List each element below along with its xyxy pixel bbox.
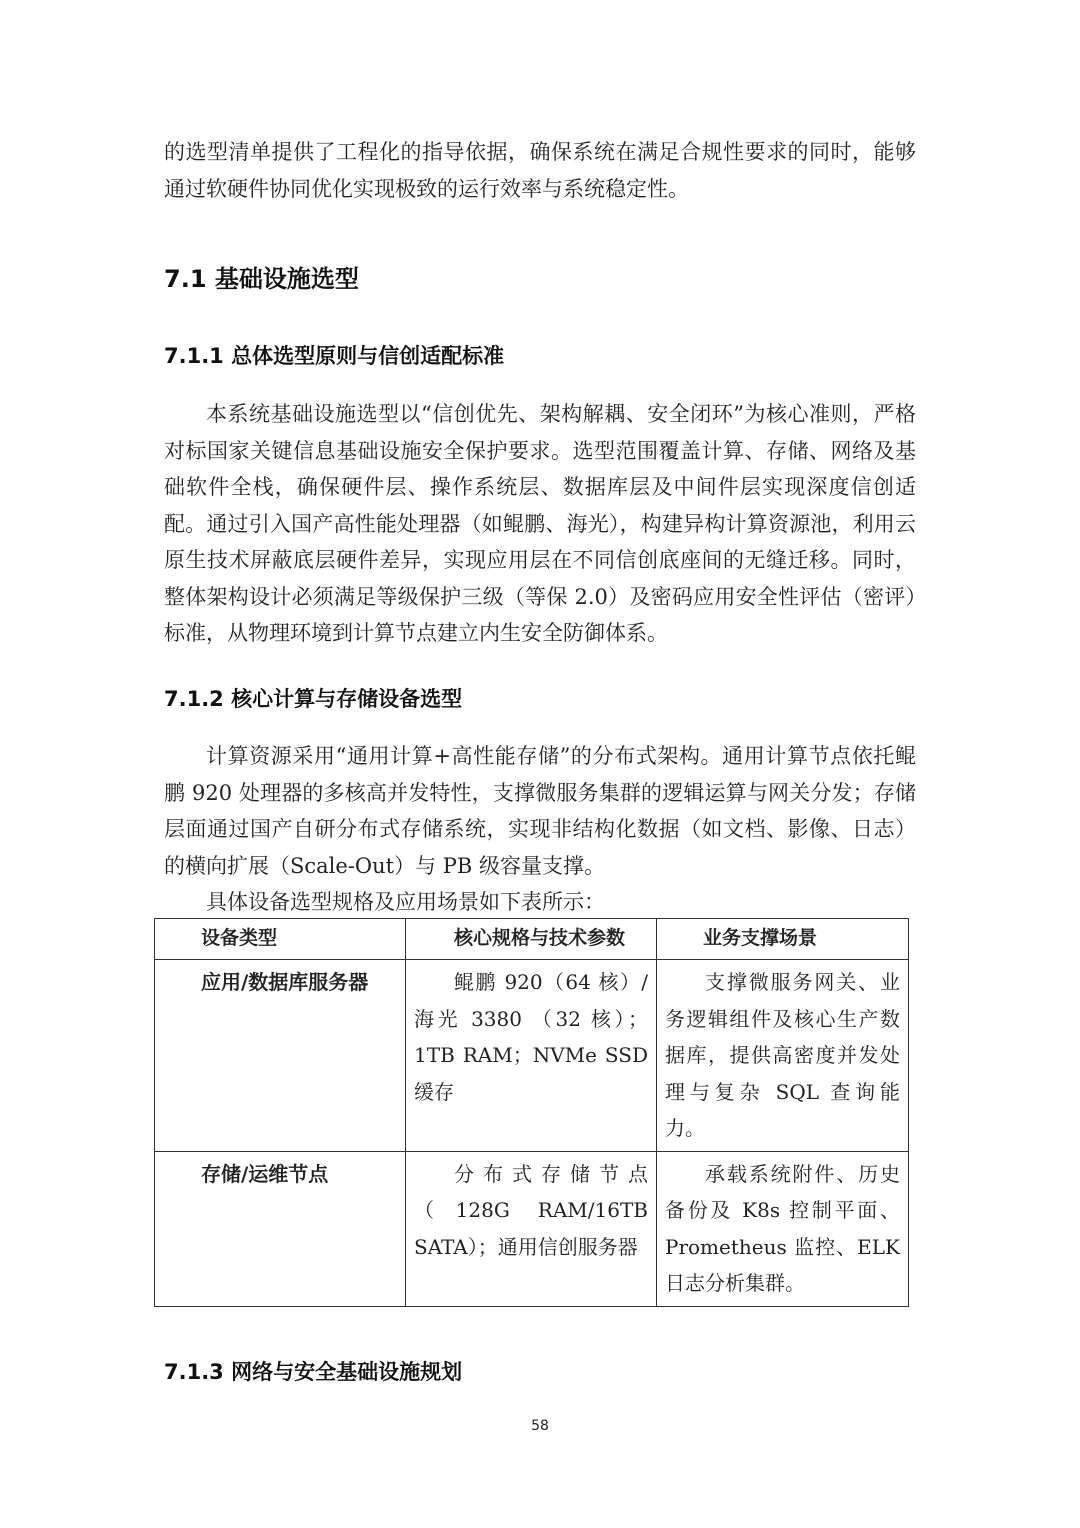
cell-business-scene: 支撑微服务网关、业务逻辑组件及核心生产数据库，提供高密度并发处理与复杂 SQL 查询能力。 — [657, 960, 909, 1152]
table-row — [155, 960, 909, 1152]
intro-paragraph: 的选型清单提供了工程化的指导依据，确保系统在满足合规性要求的同时，能够通过软硬件协同优化实现极致的运行效率与系统稳定性。 — [164, 140, 916, 201]
cell-device-type: 应用/数据库服务器 — [155, 960, 406, 1152]
cell-core-spec: 鲲鹏 920（64 核）/海光 3380 （32 核）； 1TB RAM；NVMe SSD 缓存 — [406, 960, 657, 1152]
equipment-spec-table — [154, 918, 909, 1307]
header-device-type: 设备类型 — [155, 919, 406, 960]
section-7-1-2-heading: 7.1.2 核心计算与存储设备选型 — [164, 687, 463, 711]
section-7-1-heading: 7.1 基础设施选型 — [164, 265, 359, 293]
section-7-1-3-heading: 7.1.3 网络与安全基础设施规划 — [164, 1360, 463, 1384]
header-business-scene: 业务支撑场景 — [657, 919, 909, 960]
cell-business-scene: 承载系统附件、历史备份及 K8s 控制平面、Prometheus 监控、ELK 日志分析集群。 — [657, 1151, 909, 1306]
section-7-1-2-paragraph: 计算资源采用“通用计算+高性能存储”的分布式架构。通用计算节点依托鲲鹏 920 处理器的多核高并发特性，支撑微服务集群的逻辑运算与网关分发；存储层面通过国产自研分布式存储系统，实现非结构化数据（如文档、影像、日志）的横向扩展（Scale-Out）与 PB 级容量支撑。 — [164, 744, 916, 878]
table-intro: 具体设备选型规格及应用场景如下表所示： — [206, 890, 605, 914]
table-row — [155, 1151, 909, 1306]
table-header-row — [155, 919, 909, 960]
section-7-1-1-heading: 7.1.1 总体选型原则与信创适配标准 — [164, 344, 505, 368]
section-7-1-1-paragraph: 本系统基础设施选型以“信创优先、架构解耦、安全闭环”为核心准则，严格对标国家关键信息基础设施安全保护要求。选型范围覆盖计算、存储、网络及基础软件全栈，确保硬件层、操作系统层、数据库层及中间件层实现深度信创适配。通过引入国产高性能处理器（如鲲鹏、海光），构建异构计算资源池，利用云原生技术屏蔽底层硬件差异，实现应用层在不同信创底座间的无缝迁移。同时，整体架构设计必须满足等级保护三级（等保 2.0）及密码应用安全性评估（密评）标准，从物理环境到计算节点建立内生安全防御体系。 — [164, 402, 916, 645]
page-number: 58 — [531, 1418, 549, 1434]
header-core-spec: 核心规格与技术参数 — [406, 919, 657, 960]
cell-core-spec: 分布式存储节点（128G RAM/16TB SATA）；通用信创服务器 — [406, 1151, 657, 1306]
cell-device-type: 存储/运维节点 — [155, 1151, 406, 1306]
